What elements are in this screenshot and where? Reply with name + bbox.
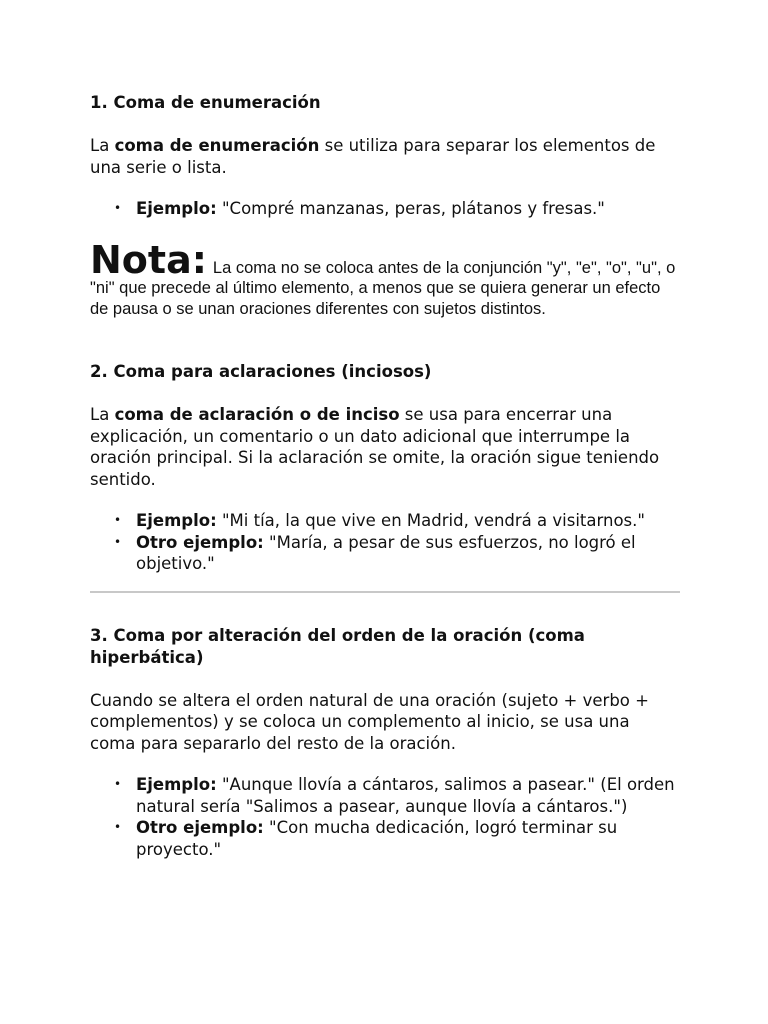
list-item (114, 510, 680, 532)
list-item (114, 817, 680, 860)
examples-list (90, 774, 680, 860)
section-paragraph: Cuando se altera el orden natural de una oración (sujeto + verbo + complementos) y se coloca un complemento al inicio, se usa una coma para separarlo del resto de la oración. (90, 690, 649, 753)
section-title: 2. Coma para aclaraciones (inciosos) (90, 362, 432, 381)
example-text: "Aunque llovía a cántaros, salimos a pasear." (El orden natural sería "Salimos a pasear, aunque llovía a cántaros.") (136, 775, 675, 816)
list-item (114, 774, 680, 817)
example-label: Otro ejemplo: (136, 532, 264, 552)
paragraph-text: se utiliza para separar los elementos de una serie o lista. (90, 136, 656, 177)
section-paragraph (90, 135, 680, 178)
section-paragraph (90, 404, 680, 490)
example-text: "Compré manzanas, peras, plátanos y fresas." (216, 199, 605, 218)
example-label: Ejemplo: (136, 199, 217, 218)
bullet-icon: • (114, 777, 122, 791)
section-title: 3. Coma por alteración del orden de la oración (coma hiperbática) (90, 625, 585, 667)
example-label: Ejemplo: (136, 775, 217, 794)
section-coma-aclaraciones (90, 361, 680, 575)
section-coma-enumeracion (90, 92, 680, 319)
list-item (114, 532, 680, 575)
bullet-icon: • (114, 534, 122, 549)
paragraph-text: La (90, 405, 115, 424)
example-label: Otro ejemplo: (136, 818, 264, 837)
examples-list (90, 198, 680, 220)
example-text: "María, a pesar de sus esfuerzos, no logró el objetivo." (136, 532, 636, 573)
list-item (114, 198, 680, 220)
note-text: La coma no se coloca antes de la conjunción "y", "e", "o", "u", o "ni" que precede al último elemento, a menos que se quiera generar un efecto de pausa o se unan oraciones diferentes con sujetos distintos. (90, 258, 676, 318)
section-coma-hiperbatica (90, 625, 680, 861)
example-label: Ejemplo: (136, 511, 217, 530)
paragraph-text: se usa para encerrar una explicación, un comentario o un dato adicional que interrumpe la oración principal. Si la aclaración se omite, la oración sigue teniendo sentido. (90, 405, 660, 489)
document-page (90, 92, 680, 860)
section-title: 1. Coma de enumeración (90, 93, 321, 112)
examples-list (90, 510, 680, 575)
paragraph-bold-term: coma de aclaración o de inciso (114, 405, 400, 424)
bullet-icon: • (114, 513, 122, 527)
example-text: "Con mucha dedicación, logró terminar su proyecto." (136, 818, 618, 859)
note-block (90, 237, 680, 320)
paragraph-bold-term: coma de enumeración (114, 136, 320, 155)
bullet-icon: • (114, 820, 122, 834)
note-label: Nota: (90, 237, 207, 282)
paragraph-text: La (90, 136, 115, 155)
example-text: "Mi tía, la que vive en Madrid, vendrá a visitarnos." (216, 511, 645, 530)
bullet-icon: • (114, 201, 122, 215)
